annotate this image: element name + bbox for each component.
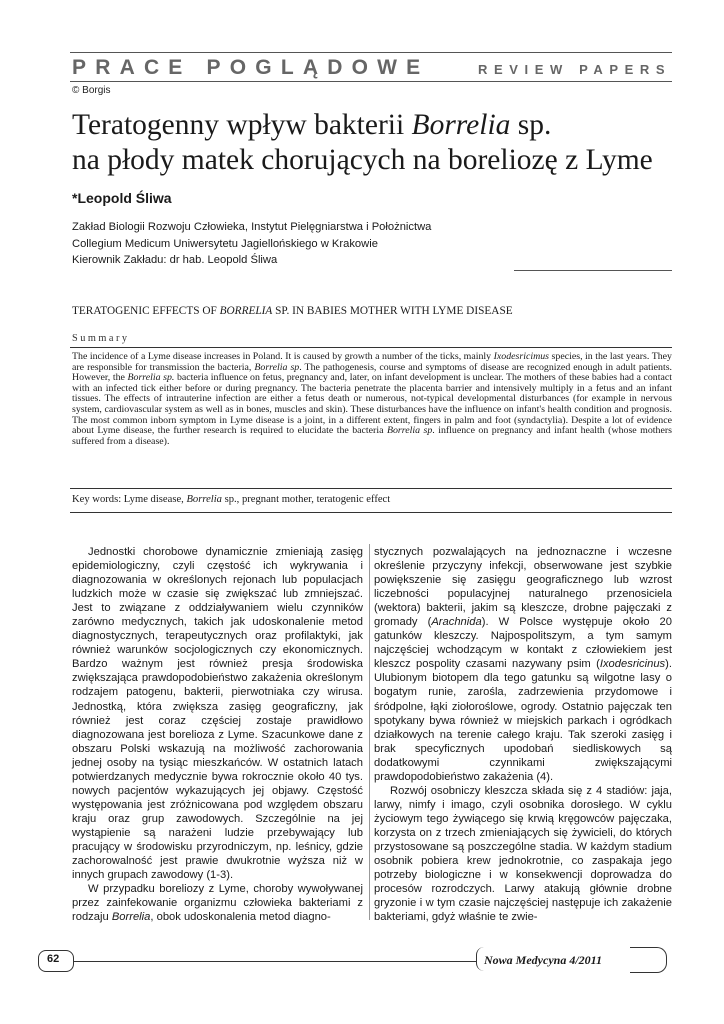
body-column-right [374, 545, 672, 924]
footer-rule [45, 961, 476, 962]
body-italic: Ixodesricinus [599, 658, 666, 671]
body-paragraph: Jednostki chorobowe dynamicznie zmieniają zasięg epidemiologiczny, czyli częstość ich wykrywania i diagnozowania w określonych rejonach lub populacjach ludzkich może w czasie się zwiększać lub zmniejszać. Jest to związane z oddziaływaniem wielu czynników zarówno medycznych, takich jak udoskonalenie metod diagnostycznych, terapeutycznych oraz profilaktyki, jak również warunków socjologicznych czy ekonomicznych. Bardzo ważnym jest również presja środowiska zwiększająca prawdopodobieństwo zakażenia określonym rodzajem patogenu, bakterii, pierwotniaka czy wirusa. Jednostką, która zwiększa zasięg geograficzny, jak również jest coraz częściej zostaje prawidłowo diagnozowana jest borelioza z Lyme. Szacunkowe dane z obszaru Polski wskazują na możliwość zachorowania jednej osoby na tysiąc mieszkańców. W ostatnich latach potwierdzanych medycznie bywa rokrocznie około 40 tys. nowych pacjentów wykazujących jej objawy. Częstość występowania jest zróżnicowana pod względem obszaru kraju oraz grup zawodowych. Szczególnie na jej wystąpienie są narażeni ludzie przebywający lub pracujący w środowisku przyrodniczym, np. leśnicy, gdzie zachorowalność jest prawie dwukrotnie wyższa niż w innych grupach zawodowy (1-3). [72, 546, 363, 882]
english-title [72, 305, 513, 317]
article-title [72, 108, 692, 178]
body-text: ). W Polsce występuje około 20 gatunków kleszczy. Najpospolitszym, a tym samym najczęściej wchodzącym w kontakt z człowiekiem jest kleszcz pospolity czasami nazywany psim ( [374, 616, 672, 671]
abstract-italic: Borrelia sp [254, 361, 300, 373]
title-genus: Borrelia [411, 109, 511, 141]
abstract-paragraph [72, 352, 672, 447]
body-text: stycznych pozwalających na jednoznaczne i wczesne określenie przyczyny infekcji, obserwowane jest szybkie powiększenie się zasięgu geograficznego lub wzrost liczebności populacyjnej naturalnego przenosiciela (wektora) bakterii, jakim są kleszcze, drobne pajęczaki z gromady ( [374, 546, 672, 629]
column-divider [369, 544, 370, 920]
body-italic: Arachnida [431, 616, 482, 629]
abstract-text: species, in the last years. They are responsible for transmission the bacteria, [72, 351, 672, 373]
abstract-italic: Borrelia sp. [127, 372, 175, 384]
abstract-text: bacteria influence on fetus, pregnancy and, later, on infant development is unclear. The mothers of these babies had a contact with an infected tick either before or during pregnancy. The bacteria penetrate the placenta barrier and intensively multiply in a fetus and an infant tissues. The effects of intrauterine infection are either a fetus death or numerous, not-typical developmental disturbances (for example in nervous system, cardiovascular system as well as in bones, muscles and skin). These disturbances have the influence on infant's health condition and prognosis. The most common inborn symptom in Lyme disease is a joint, in a different extent, fingers in palm and foot (syndactylia). Despite a lot of evidence about Lyme disease, the further research is required to elucidate the bacteria [72, 372, 672, 437]
body-paragraph [374, 545, 672, 784]
journal-name: Nowa Medycyna 4/2011 [484, 953, 602, 967]
title-text-end: sp. [510, 109, 552, 141]
header-bottom-rule [70, 81, 672, 82]
abstract-italic: Borrelia sp [386, 425, 433, 437]
affiliation-line: Zakład Biologii Rozwoju Człowieka, Instytut Pielęgniarstwa i Położnictwa [72, 221, 432, 233]
abstract-text: . influence on pregnancy and infant health (whose mothers suffered from a disease). [72, 425, 672, 447]
publisher-copyright: © Borgis [72, 85, 111, 96]
keywords [72, 494, 390, 505]
title-line-1 [72, 108, 692, 143]
keywords-top-rule [70, 488, 672, 489]
summary-heading: Summary [72, 333, 130, 344]
body-paragraph [72, 882, 363, 924]
title-text: Teratogenny wpływ bakterii [72, 109, 412, 141]
keywords-text: Key words: Lyme disease, [72, 494, 187, 505]
title-line-2: na płody matek chorujących na boreliozę z Lyme [72, 144, 653, 176]
header-top-rule [70, 52, 672, 53]
section-label-english: REVIEW PAPERS [478, 62, 672, 77]
affiliation-line: Collegium Medicum Uniwersytetu Jagiellońskiego w Krakowie [72, 237, 378, 250]
author-name: *Leopold Śliwa [72, 190, 172, 206]
abstract-italic: Ixodesricimus [493, 351, 550, 362]
affiliation [72, 219, 431, 269]
body-column-left [72, 545, 363, 924]
keywords-genus: Borrelia [186, 494, 222, 505]
abstract [72, 352, 672, 447]
page-number: 62 [47, 953, 60, 965]
english-title-text: TERATOGENIC EFFECTS OF [72, 305, 220, 317]
abstract-text: The incidence of a Lyme disease increases in Poland. It is caused by growth a number of the ticks, mainly [72, 351, 494, 362]
abstract-text: . The pathogenesis, course and symptoms of disease are recognized enough in adult patients. However, the [72, 361, 672, 384]
affiliation-line: Kierownik Zakładu: dr hab. Leopold Śliwa [72, 254, 278, 266]
keywords-bottom-rule [70, 512, 672, 513]
body-text: , obok udoskonalenia metod diagno- [150, 911, 331, 924]
body-text: W przypadku boreliozy z Lyme, choroby wywoływanej przez zainfekowanie organizmu człowieka bakteriami z rodzaju [72, 883, 363, 924]
body-text: ). Ulubionym biotopem dla tego gatunku są wilgotne lasy o bogatym runie, zarośla, zadrzewienia przydomowe i śródpolne, łąki ziołoroślowe, ogrody. Ostatnio pajęczak ten spotykany bywa również w miejskich parkach i ogródkach działkowych na terenie całego kraju. Tak szeroki zasięg i brak specyficznych upodobań siedliskowych są dodatkowymi czynnikami zwiększającymi prawdopodobieństwo zakażenia (4). [374, 658, 672, 783]
section-label-polish: PRACE POGLĄDOWE [72, 56, 430, 79]
summary-rule [70, 347, 672, 348]
journal-bracket-right [630, 947, 667, 973]
keywords-text-end: sp., pregnant mother, teratogenic effect [221, 494, 391, 505]
english-title-genus: BORRELIA [219, 305, 273, 317]
body-paragraph: Rozwój osobniczy kleszcza składa się z 4 stadiów: jaja, larwy, nimfy i imago, czyli osobnika dorosłego. W cyklu życiowym tego żywiącego się krwią kręgowców pajęczaka, korzysta on z trzech zmieniających się żywicieli, do których przystosowane są poszczególne stadia. W każdym stadium osobnik pobiera krew jednokrotnie, co zaspakaja jego potrzeby biologiczne i w konsekwencji doprowadza do procesów rozrodczych. Larwy atakują głównie drobne gryzonie i w tym czasie najczęściej następuje ich zakażenie bakteriami, gdyż właśnie te zwie- [374, 784, 672, 924]
body-italic: Borrelia [111, 911, 151, 924]
english-title-text-end: SP. IN BABIES MOTHER WITH LYME DISEASE [272, 305, 513, 317]
affiliation-rule [514, 270, 672, 271]
